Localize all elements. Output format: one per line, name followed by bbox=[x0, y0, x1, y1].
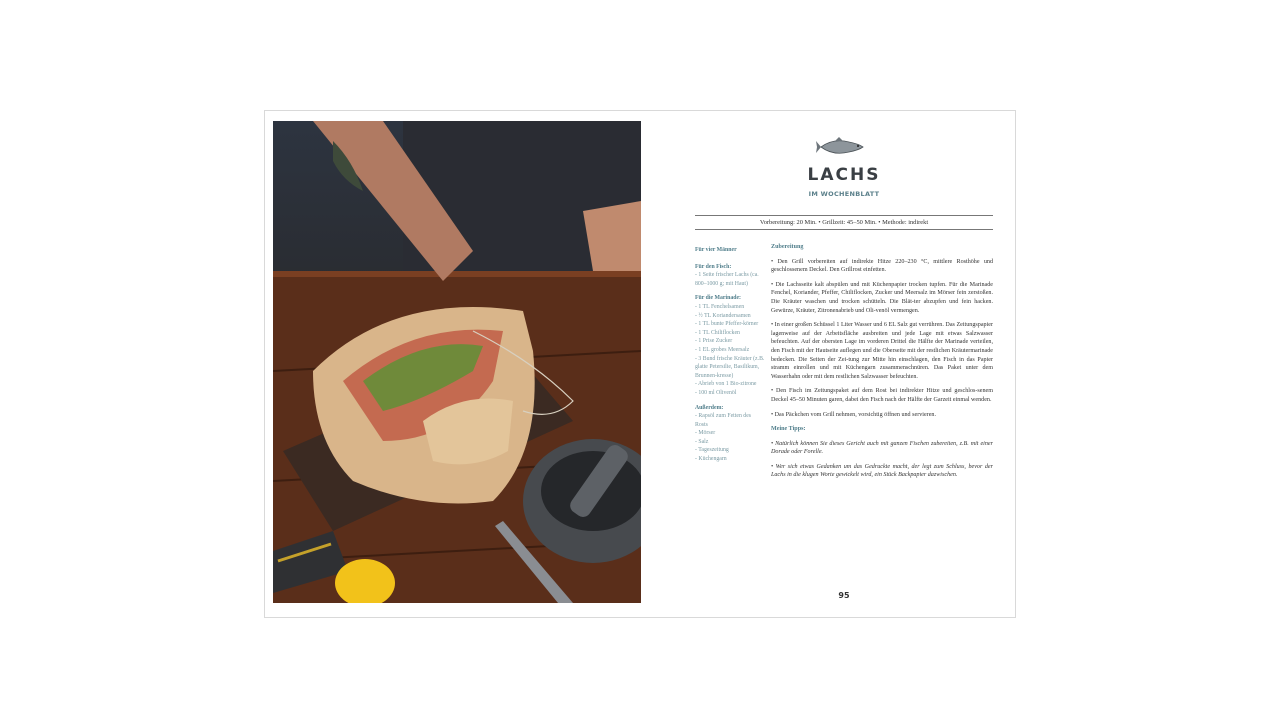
ingredient-item: - Mörser bbox=[695, 430, 716, 437]
ingredient-item: - 1 EL grobes Meersalz bbox=[695, 346, 750, 353]
ingredient-item: - 1 Prise Zucker bbox=[695, 338, 733, 345]
group-label: Für den Fisch: bbox=[695, 263, 732, 270]
recipe-subtitle: IM WOCHENBLATT bbox=[808, 190, 880, 198]
preparation-step: • In einer großen Schüssel 1 Liter Wasser und 6 EL Salz gut verrühren. Das Zeitungspapier lagenweise auf der Arbeitsfläche ausbreiten und jede Lage mit etwas Salzwasser befeuchten. Auf der obersten Lage im vorderen Drittel die Hälfte der Marinade verteilen, den Fisch mit der Hautseite auflegen und die Oberseite mit der restlichen Kräutermarinade bedecken. Die Seiten der Zei-tung zur Mitte hin einschlagen, den Fisch in das Papier stramm einrollen und mit Küchengarn zusammenschnüren. Das Paket unter dem Wasserhahn oder mit dem restlichen Salzwasser befeuchten. bbox=[771, 322, 993, 380]
ingredient-item: - Küchengarn bbox=[695, 456, 727, 463]
page-number: 95 bbox=[838, 591, 850, 600]
group-label: Außerdem: bbox=[695, 404, 724, 411]
book-spread bbox=[264, 110, 1016, 618]
tip-item: • Natürlich können Sie dieses Gericht auch mit ganzen Fischen zubereiten, z.B. mit einer Dorade oder Forelle. bbox=[771, 440, 993, 456]
ingredient-item: - Tageszeitung bbox=[695, 447, 729, 454]
preparation-step: • Die Lachsseite kalt abspülen und mit Küchenpapier trocken tupfen. Für die Marinade Fenchel, Koriander, Pfeffer, Chiliflocken, Zucker und Meersalz im Mörser fein zerstoßen. Die Kräuter waschen und trocken schütteln. Die Blät-ter abzupfen und fein hacken. Gewürze, Kräuter, Zitronenabrieb und Oli-venöl vermengen. bbox=[771, 281, 993, 314]
recipe-meta: Vorbereitung: 20 Min. • Grillzeit: 45–50 Min. • Methode: indirekt bbox=[695, 215, 993, 230]
fish-icon bbox=[815, 135, 871, 159]
preparation-header: Zubereitung bbox=[771, 244, 804, 250]
ingredient-item: - 1 TL bunte Pfeffer-körner bbox=[695, 321, 759, 328]
preparation-step: • Den Grill vorbereiten auf indirekte Hitze 220–230 °C, mittlere Rosthöhe und geschlossenem Deckel. Den Grillrost einfetten. bbox=[771, 258, 993, 274]
preparation-column bbox=[771, 243, 993, 486]
ingredients-header: Für vier Männer bbox=[695, 247, 737, 253]
ingredients-column bbox=[695, 243, 765, 464]
ingredient-item: - ½ TL Koriandersamen bbox=[695, 312, 751, 319]
ingredient-item: - 1 TL Fenchelsamen bbox=[695, 303, 745, 310]
recipe-page bbox=[695, 135, 993, 605]
ingredient-item: - 1 Seite frischer Lachs (ca. 800–1000 g; mit Haut) bbox=[695, 272, 759, 287]
tip-item: • Wer sich etwas Gedanken um das Gedruckte macht, der legt zum Schluss, bevor der Lachs in die klugen Worte gewickelt wird, ein Stück Backpapier dazwischen. bbox=[771, 463, 993, 479]
preparation-step: • Den Fisch im Zeitungspaket auf dem Rost bei indirekter Hitze und geschlos-senem Deckel 45–50 Minuten garen, dabei den Fisch nach der Hälfte der Garzeit einmal wenden. bbox=[771, 388, 993, 403]
ingredient-item: - 1 TL Chiliflocken bbox=[695, 329, 740, 336]
ingredient-item: - Rapsöl zum Fetten des Rosts bbox=[695, 413, 752, 428]
photo-illustration bbox=[273, 121, 641, 603]
ingredient-item: - 100 ml Olivenöl bbox=[695, 389, 737, 396]
tips-header: Meine Tipps: bbox=[771, 426, 806, 433]
ingredient-item: - 3 Bund frische Kräuter (z.B. glatte Petersilie, Basilikum, Brunnen-kresse) bbox=[695, 355, 765, 379]
ingredient-item: - Abrieb von 1 Bio-zitrone bbox=[695, 381, 757, 388]
preparation-step: • Das Päckchen vom Grill nehmen, vorsichtig öffnen und servieren. bbox=[771, 411, 936, 418]
salmon-photo bbox=[273, 121, 641, 603]
recipe-title: LACHS bbox=[807, 165, 881, 185]
ingredient-item: - Salz bbox=[695, 438, 709, 445]
group-label: Für die Marinade: bbox=[695, 295, 741, 302]
